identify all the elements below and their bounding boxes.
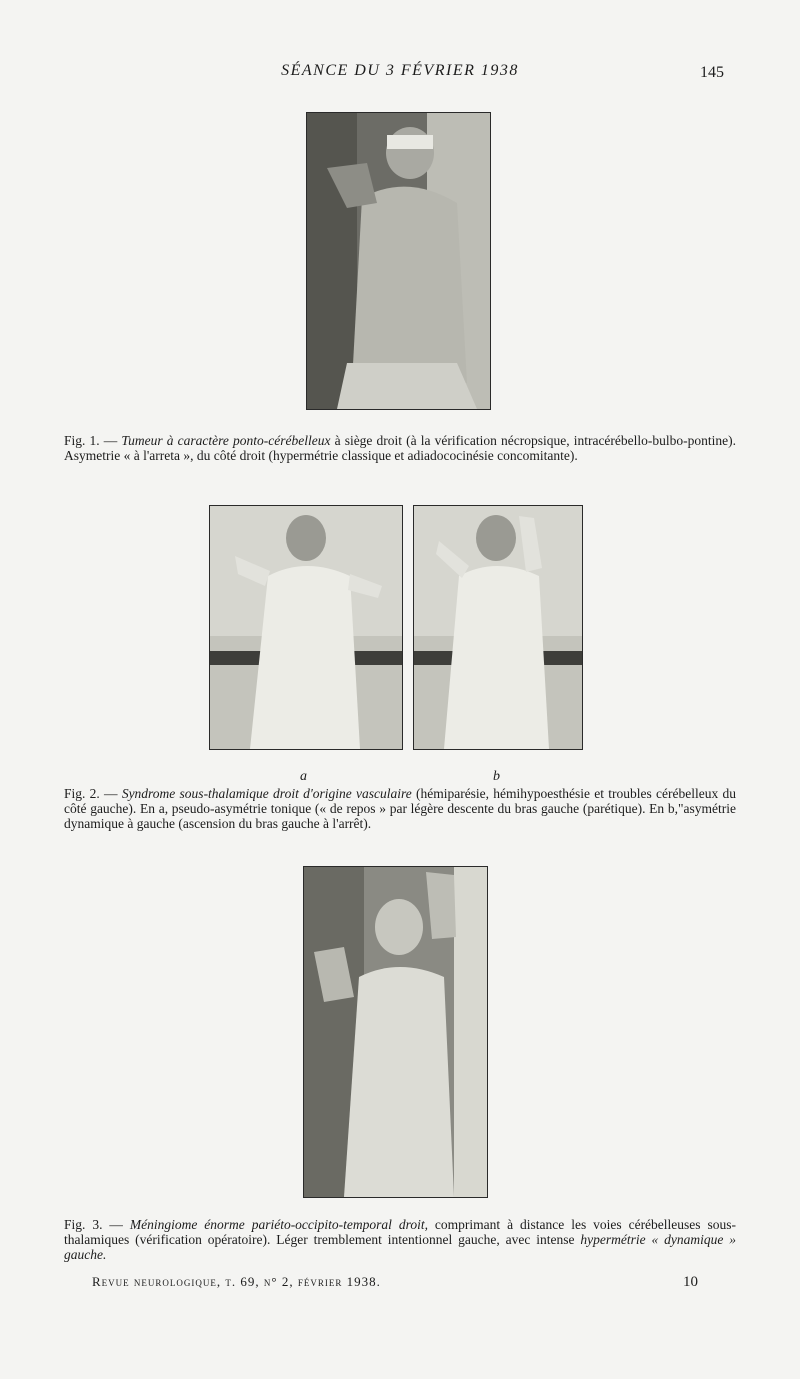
figure-2-title: Syndrome sous-thalamique droit d'origine vasculaire — [121, 786, 412, 801]
figure-3-tail: hypermétrie « dynamique » gauche. — [64, 1232, 736, 1262]
figure-2a-image — [210, 506, 402, 749]
figure-1-body: à siège droit (à la vérification nécropsique, intracérébello-bulbo-pontine). Asymetrie « à l'arreta », du côté droit (hypermétrie classique et adiadococinésie concomitante). — [64, 433, 737, 463]
figure-3-photo — [303, 866, 488, 1198]
figure-2-label: Fig. 2. — [64, 786, 100, 801]
page-number: 145 — [700, 64, 724, 81]
figure-3-dash: — — [102, 1217, 130, 1232]
figure-1-label: Fig. 1. — [64, 433, 100, 448]
running-title: SÉANCE DU 3 FÉVRIER 1938 — [281, 62, 519, 79]
figure-2a-photo — [209, 505, 403, 750]
signature-number: 10 — [683, 1274, 698, 1290]
figure-3-body: comprimant à distance les voies cérébelleuses sous-thalamiques (vérification opératoire). Léger tremblement intentionnel gauche, avec intense — [64, 1217, 736, 1247]
figure-1-dash: — — [99, 433, 122, 448]
figure-2b-sublabel: b — [493, 769, 500, 784]
figure-1-caption — [64, 433, 736, 463]
figure-2a-sublabel: a — [300, 769, 307, 784]
figure-2-caption — [64, 786, 736, 831]
figure-3-image — [304, 867, 487, 1197]
figure-1-title: Tumeur à caractère ponto-cérébelleux — [121, 433, 331, 448]
figure-1-image — [307, 113, 490, 409]
figure-3-caption — [64, 1217, 736, 1262]
figure-3-label: Fig. 3. — [64, 1217, 103, 1232]
figure-2-dash: — — [99, 786, 122, 801]
figure-2b-image — [414, 506, 582, 749]
journal-footer: Revue neurologique, t. 69, n° 2, février 1938. — [92, 1274, 381, 1289]
figure-2b-photo — [413, 505, 583, 750]
figure-1-photo — [306, 112, 491, 410]
figure-3-title: Méningiome énorme pariéto-occipito-temporal droit, — [129, 1217, 428, 1232]
figure-2-body: (hémiparésie, hémihypoesthésie et troubles cérébelleux du côté gauche). En a, pseudo-asymétrie tonique (« de repos » par légère descente du bras gauche (parétique). En b,"asymétrie dynamique à gauche (ascension du bras gauche à l'arrêt). — [64, 786, 737, 831]
